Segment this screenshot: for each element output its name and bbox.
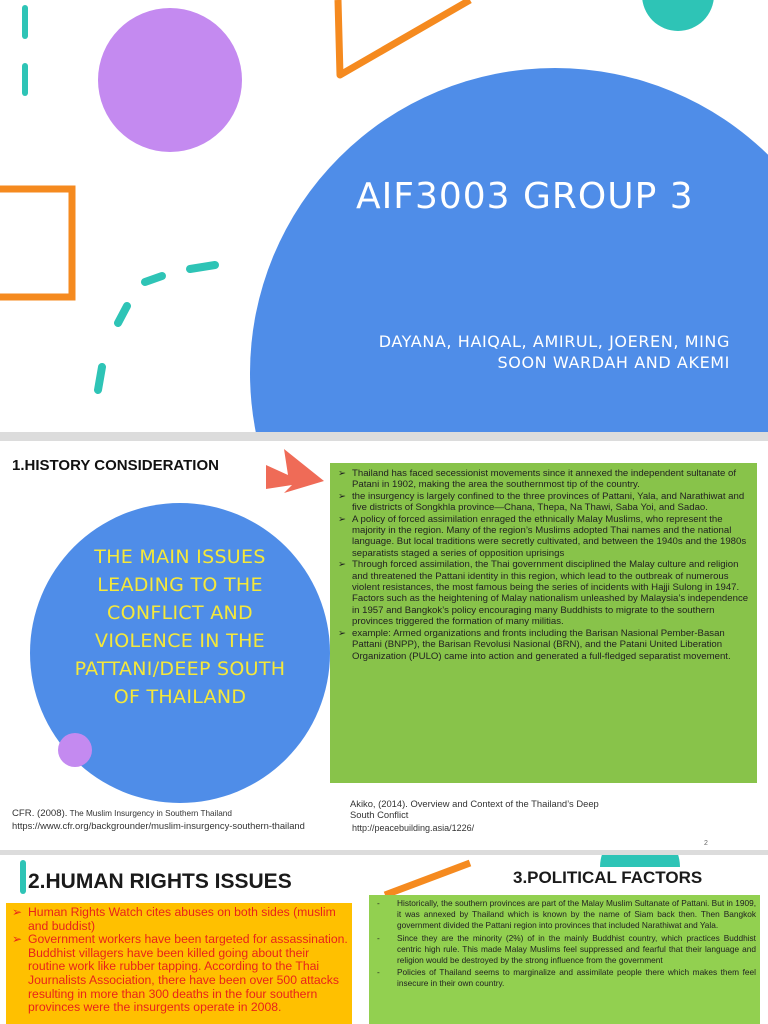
teal-circle: [642, 0, 714, 31]
list-item: ➢ A policy of forced assimilation enraged the ethnically Malay Muslims, who represent the majority in the region. Many of the region’s Muslims adopted Thai names and the national language. But local traditions were secretly cultivated, and between the 1940s and the 1980s separatists staged a series of opposition uprisings: [338, 513, 747, 559]
reference-akiko-url: http://peacebuilding.asia/1226/: [352, 823, 475, 833]
list-item: ➢ the insurgency is largely confined to the three provinces of Pattani, Yala, and Narathiwat and five districts of Songkhla province—Chana, Thepa, Na Thawi, Saba Yoi, and Sadao.: [338, 490, 745, 514]
small-purple-dot: [56, 731, 96, 771]
arrow-bullet-icon: ➢: [338, 468, 347, 479]
group-members: [330, 331, 730, 373]
dash-bullet-icon: -: [377, 932, 380, 943]
teal-dashed-arc: [98, 265, 215, 390]
section-heading: 1.HISTORY CONSIDERATION: [12, 457, 219, 474]
list-item: ➢ Human Rights Watch cites abuses on both sides (muslim and buddist): [12, 905, 336, 933]
list-item: - Policies of Thailand seems to marginalize and assimilate people there which makes them feel insecure in their own country.: [377, 967, 756, 989]
political-factors-heading: 3.POLITICAL FACTORS: [513, 868, 703, 887]
human-rights-list: [12, 906, 348, 1015]
presentation-title: AIF3003 GROUP 3: [356, 176, 694, 217]
orange-line: [385, 863, 470, 895]
reference-cfr: CFR. (2008). The Muslim Insurgency in Southern Thailand https://www.cfr.org/backgrounder/muslim-insurgency-southern-thailand: [12, 808, 305, 831]
list-item: - Since they are the minority (2%) of in the mainly Buddhist country, which practices Buddhist centric high rule. This made Malay Muslims feel suppressed and fearful that their language and religion would be destroyed by the strong influence from the government: [377, 932, 756, 965]
arrow-bullet-icon: ➢: [338, 513, 347, 525]
history-bullets-box: [330, 463, 757, 783]
members-line-1: DAYANA, HAIQAL, AMIRUL, JOEREN, MING: [378, 332, 730, 351]
dash-bullet-icon: -: [377, 967, 380, 978]
history-slide: [0, 441, 768, 850]
page-number: 2: [704, 840, 708, 847]
slide-separator: [0, 432, 768, 441]
human-rights-heading: 2.HUMAN RIGHTS ISSUES: [28, 870, 292, 893]
political-factors-list: [375, 898, 756, 989]
title-slide: [0, 0, 768, 432]
arrow-bullet-icon: ➢: [12, 932, 23, 947]
reference-akiko: Akiko, (2014). Overview and Context of the Thailand’s Deep South Conflict http://peacebuilding.asia/1226/: [350, 798, 599, 833]
arrow-bullet-icon: ➢: [338, 627, 347, 639]
members-line-2: SOON WARDAH AND AKEMI: [497, 353, 730, 372]
dash-bullet-icon: -: [377, 898, 380, 908]
topic-circle-text: THE MAIN ISSUES LEADING TO THE CONFLICT AND VIOLENCE IN THE PATTANI/DEEP SOUTH OF THAILAND: [74, 546, 286, 708]
orange-square: [0, 189, 72, 297]
list-item: ➢ Government workers have been targeted for assassination. Buddhist villagers have been killed going about their routine work like rubber tapping. According to the Thai Journalists Association, there have been over 500 attacks resulting in more than 300 deaths in the four southern provinces were the insurgents operate in 2008.: [12, 932, 348, 1015]
list-item: ➢ Thailand has faced secessionist movements since it annexed the independent sultanate of Patani in 1902, making the area the southernmost tip of the country.: [338, 468, 736, 491]
human-rights-box: [6, 903, 352, 1024]
purple-circle: [98, 8, 242, 152]
arrow-bullet-icon: ➢: [338, 559, 347, 571]
red-arrow-shape: [262, 447, 328, 497]
political-factors-box: [369, 895, 760, 1024]
list-item: ➢ Through forced assimilation, the Thai government disciplined the Malay culture and religion and threatened the Pattani identity in this region, which lead to the outbreak of numerous violent resistances, the most famous being the series of incidents with Hajji Sulong in 1947. Factors such as the heightening of Malay nationalism unleashed by Malaysia’s independence in 1957 and Bangkok’s policy encouraging many Buddhists to migrate to the southern provinces triggered the formation of many militias.: [338, 559, 749, 628]
teal-half-circle: [600, 855, 680, 867]
history-bullet-list: [338, 468, 749, 662]
arrow-bullet-icon: ➢: [338, 490, 347, 502]
orange-triangle: [338, 0, 470, 75]
list-item: - Historically, the southern provinces are part of the Malay Muslim Sultanate of Pattani. But in 1909, it was annexed by Thailand which is known by the name of Siam back then. Then Bangkok government divided the Pattani region into provinces that included Narathiwat and Yala.: [377, 898, 756, 930]
issues-slide: [0, 855, 768, 1024]
arrow-bullet-icon: ➢: [12, 905, 23, 919]
reference-cfr-url: https://www.cfr.org/backgrounder/muslim-insurgency-southern-thailand: [12, 820, 305, 831]
list-item: ➢ example: Armed organizations and fronts including the Barisan Nasional Pember-Basan Pattani (BNPP), the Barisan Revolusi Nasional (BRN), and the Patani United Liberation Organization (PULO) came into action and generated a full-fledged separatist movement.: [338, 627, 731, 662]
